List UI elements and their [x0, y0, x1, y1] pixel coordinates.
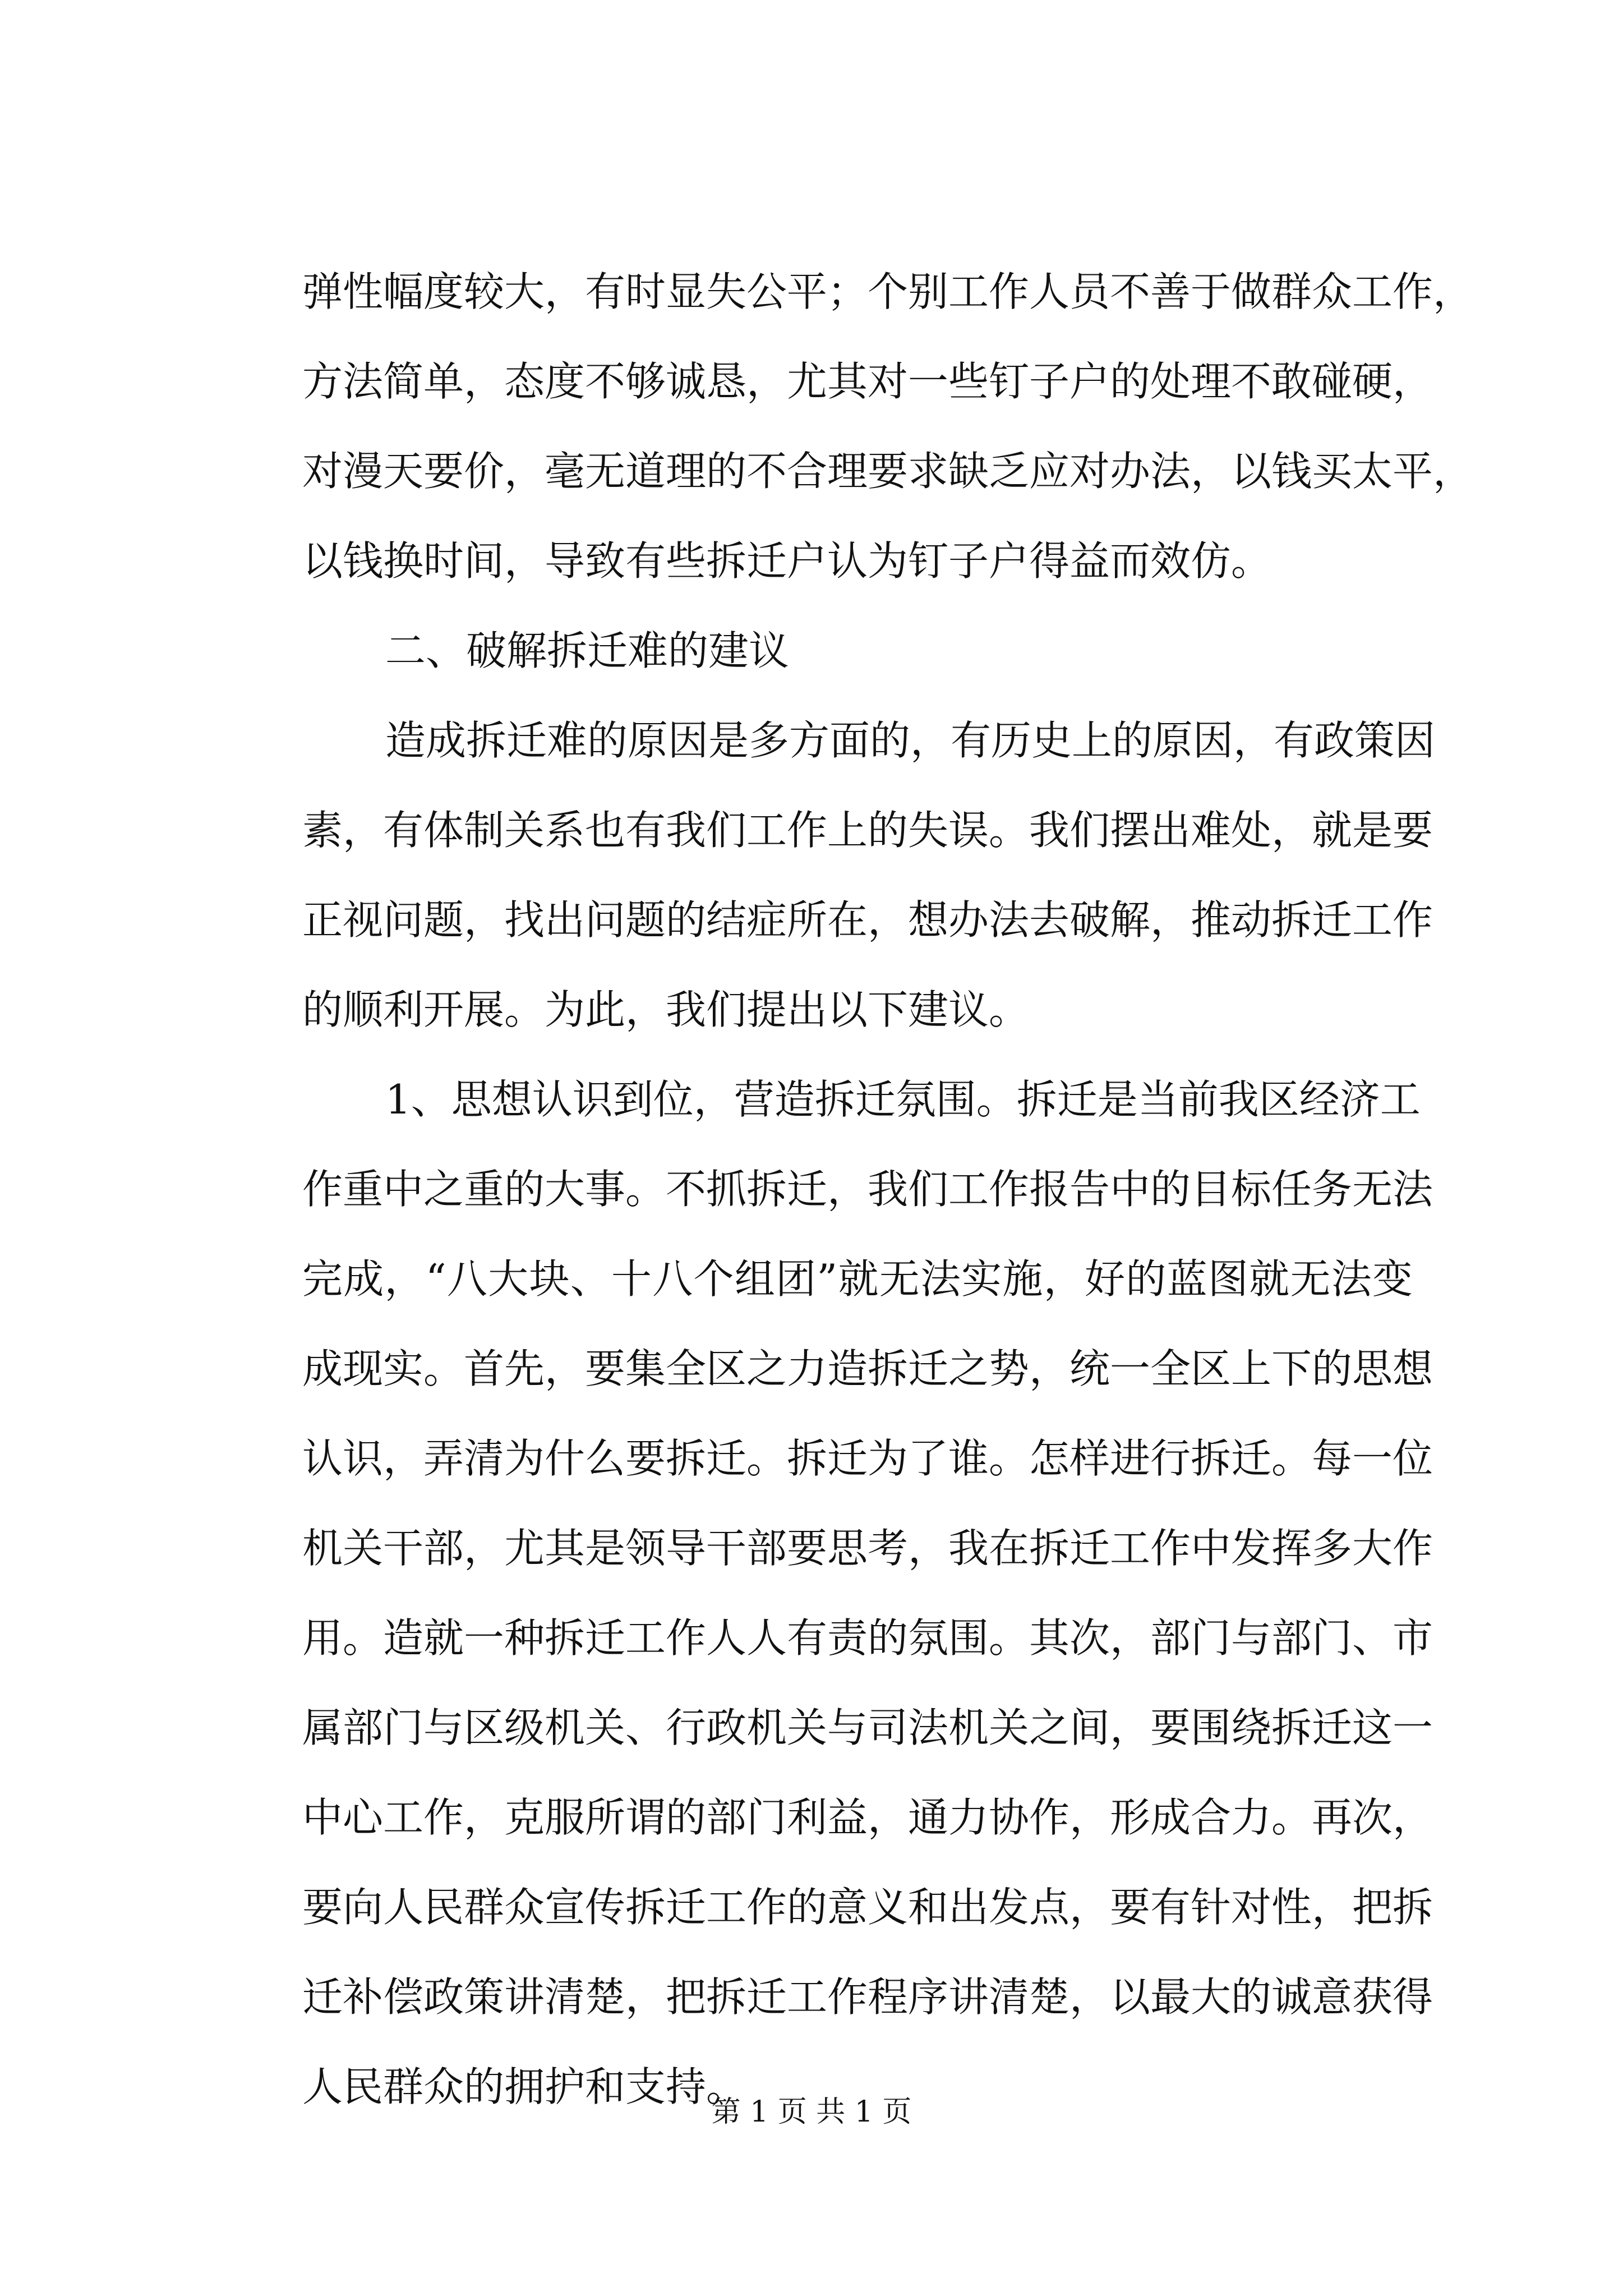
text-line: 属部门与区级机关、行政机关与司法机关之间，要围绕拆迁这一	[302, 1704, 1433, 1751]
text-line: 弹性幅度较大，有时显失公平；个别工作人员不善于做群众工作，	[302, 268, 1474, 315]
text-line: 迁补偿政策讲清楚，把拆迁工作程序讲清楚，以最大的诚意获得	[302, 1973, 1433, 2021]
text-line: 成现实。首先，要集全区之力造拆迁之势，统一全区上下的思想	[302, 1345, 1433, 1392]
text-line: 以钱换时间，导致有些拆迁户认为钉子户得益而效仿。	[302, 537, 1272, 585]
text-line: 的顺利开展。为此，我们提出以下建议。	[302, 986, 1030, 1033]
text-line: 方法简单，态度不够诚恳，尤其对一些钉子户的处理不敢碰硬，	[302, 358, 1433, 405]
text-line: 造成拆迁难的原因是多方面的，有历史上的原因，有政策因	[385, 717, 1436, 764]
text-line: 要向人民群众宣传拆迁工作的意义和出发点，要有针对性，把拆	[302, 1884, 1433, 1931]
text-line: 机关干部，尤其是领导干部要思考，我在拆迁工作中发挥多大作	[302, 1525, 1433, 1572]
text-line: 素，有体制关系也有我们工作上的失误。我们摆出难处，就是要	[302, 807, 1433, 854]
text-line: 对漫天要价，毫无道理的不合理要求缺乏应对办法，以钱买太平，	[302, 448, 1474, 495]
text-line: 正视问题，找出问题的结症所在，想办法去破解，推动拆迁工作	[302, 896, 1433, 944]
text-line: 完成，“八大块、十八个组团”就无法实施，好的蓝图就无法变	[302, 1255, 1413, 1303]
page-number-footer: 第 1 页 共 1 页	[711, 2095, 912, 2129]
text-line: 作重中之重的大事。不抓拆迁，我们工作报告中的目标任务无法	[302, 1166, 1433, 1213]
text-line: 用。造就一种拆迁工作人人有责的氛围。其次，部门与部门、市	[302, 1614, 1433, 1662]
text-line: 1、思想认识到位，营造拆迁氛围。拆迁是当前我区经济工	[385, 1076, 1421, 1123]
text-line: 中心工作，克服所谓的部门利益，通力协作，形成合力。再次，	[302, 1794, 1433, 1841]
text-line: 认识，弄清为什么要拆迁。拆迁为了谁。怎样进行拆迁。每一位	[302, 1435, 1433, 1482]
section-heading: 二、破解拆迁难的建议	[385, 627, 790, 674]
text-line: 人民群众的拥护和支持。	[302, 2063, 747, 2110]
